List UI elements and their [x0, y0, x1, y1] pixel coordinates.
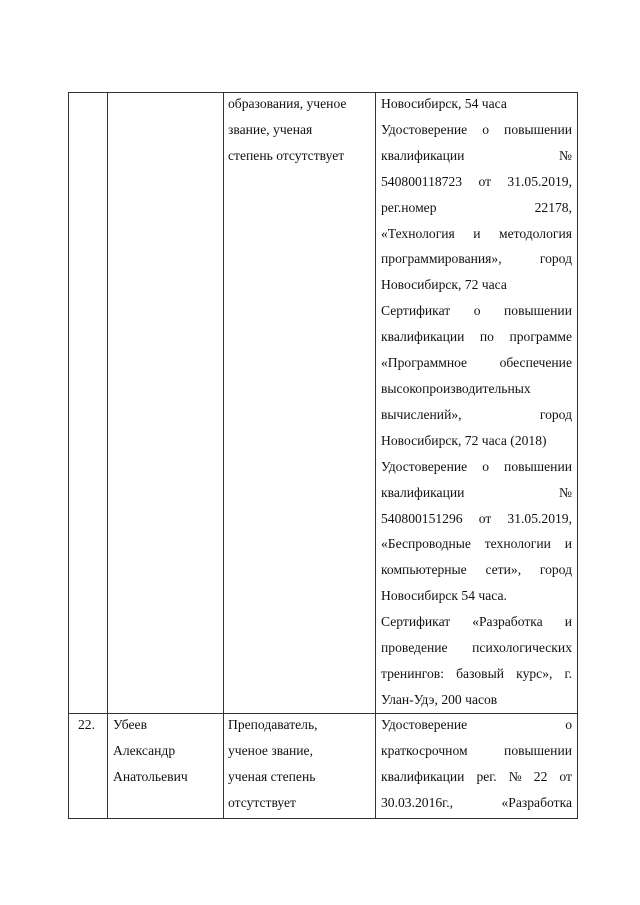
text-line: ученая степень [228, 768, 316, 784]
text-line: Анатольевич [113, 768, 188, 784]
text-line: Преподаватель, [228, 717, 318, 732]
text-line: Новосибирск, 72 часа (2018) [381, 432, 547, 448]
row1-qualification [381, 91, 572, 713]
table-border-col2 [223, 92, 224, 819]
text-line: Новосибирск, 72 часа [381, 277, 507, 293]
text-line: квалификации по программе [381, 329, 572, 345]
text-line: Александр [113, 742, 176, 758]
table-border-col3 [375, 92, 376, 819]
text-line: Улан-Удэ, 200 часов [381, 691, 498, 707]
text-line: квалификации № [381, 484, 572, 500]
text-line: Убеев [113, 717, 147, 732]
text-line: компьютерные сети», город [381, 562, 572, 578]
text-line: Сертификат о повышении [381, 303, 572, 319]
text-line: программирования», город [381, 251, 572, 267]
table-border-bottom [68, 818, 578, 819]
row2-position [228, 712, 373, 816]
table-border-col1 [107, 92, 108, 819]
text-line: «Программное обеспечение [381, 355, 572, 371]
text-line: 540800118723 от 31.05.2019, [381, 173, 572, 189]
text-line: 540800151296 от 31.05.2019, [381, 510, 572, 526]
table-border-right [577, 92, 578, 819]
row2-number: 22. [78, 717, 95, 732]
text-line: вычислений», город [381, 406, 572, 422]
text-line: Новосибирск 54 часа. [381, 588, 507, 604]
table-border-left [68, 92, 69, 819]
text-line: ученое звание, [228, 742, 313, 758]
text-line: рег.номер 22178, [381, 199, 572, 215]
text-line: звание, ученая [228, 121, 313, 137]
text-line: Удостоверение о повышении [381, 458, 572, 474]
text-line: отсутствует [228, 794, 297, 810]
text-line: Удостоверение о [381, 717, 572, 732]
row2-name [113, 712, 221, 790]
text-line: проведение психологических [381, 640, 572, 656]
text-line: «Беспроводные технологии и [381, 536, 572, 552]
text-line: квалификации № [381, 147, 572, 163]
text-line: тренингов: базовый курс», г. [381, 665, 572, 681]
text-line: степень отсутствует [228, 147, 345, 163]
text-line: Удостоверение о повышении [381, 121, 572, 137]
text-line: Сертификат «Разработка и [381, 614, 572, 630]
text-line: «Технология и методология [381, 225, 572, 241]
row2-qualification [381, 712, 572, 816]
row1-position [228, 91, 373, 169]
text-line: Новосибирск, 54 часа [381, 96, 507, 111]
text-line: 30.03.2016г., «Разработка [381, 794, 572, 810]
text-line: высокопроизводительных [381, 380, 531, 396]
text-line: краткосрочном повышении [381, 742, 572, 758]
text-line: квалификации рег. № 22 от [381, 768, 572, 784]
text-line: образования, ученое [228, 96, 347, 111]
